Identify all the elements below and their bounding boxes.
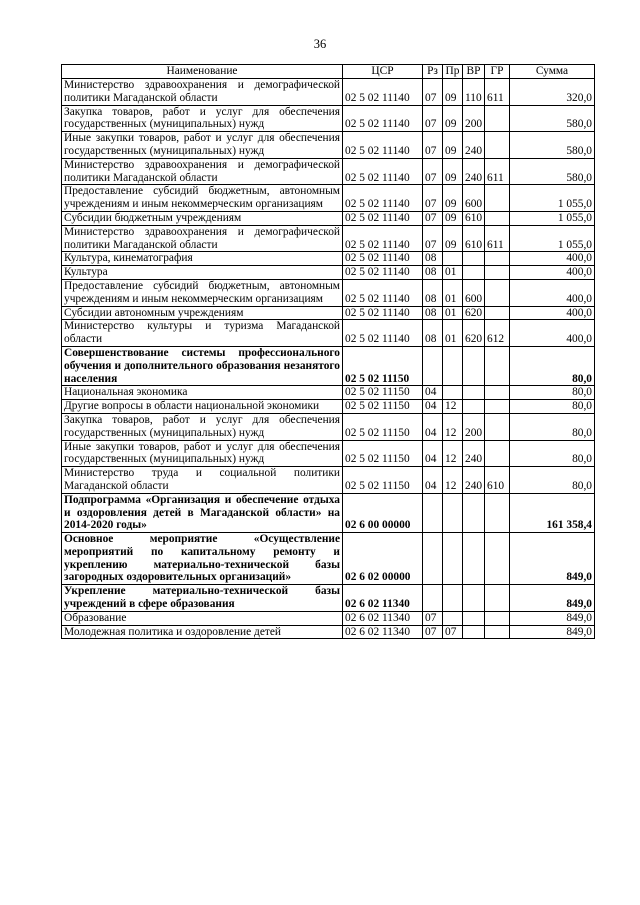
cell-sum: 849,0: [510, 625, 595, 639]
cell-rz: 07: [423, 211, 443, 225]
column-header-code: ЦСР: [343, 65, 423, 79]
cell-code: 02 6 00 00000: [343, 493, 423, 532]
cell-code: 02 6 02 00000: [343, 533, 423, 585]
cell-name: Культура, кинематография: [62, 252, 343, 266]
budget-table: [61, 64, 595, 639]
table-row: [62, 132, 595, 159]
table-row: [62, 211, 595, 225]
cell-gr: [485, 413, 510, 440]
table-header-row: [62, 65, 595, 79]
cell-sum: 400,0: [510, 266, 595, 280]
table-row: [62, 306, 595, 320]
cell-sum: 80,0: [510, 386, 595, 400]
cell-code: 02 5 02 11140: [343, 279, 423, 306]
cell-name: Культура: [62, 266, 343, 280]
cell-gr: 611: [485, 79, 510, 106]
cell-name: Субсидии бюджетным учреждениям: [62, 211, 343, 225]
cell-rz: 08: [423, 279, 443, 306]
cell-rz: 04: [423, 400, 443, 414]
table-row: [62, 279, 595, 306]
cell-pr: 09: [443, 105, 463, 132]
cell-rz: [423, 493, 443, 532]
cell-rz: 08: [423, 306, 443, 320]
cell-sum: 80,0: [510, 413, 595, 440]
cell-code: 02 5 02 11150: [343, 346, 423, 385]
cell-gr: [485, 440, 510, 467]
cell-gr: [485, 306, 510, 320]
cell-vr: [463, 625, 485, 639]
cell-code: 02 5 02 11140: [343, 306, 423, 320]
cell-rz: 04: [423, 467, 443, 494]
cell-vr: [463, 611, 485, 625]
cell-sum: 849,0: [510, 611, 595, 625]
cell-vr: [463, 252, 485, 266]
cell-name: Национальная экономика: [62, 386, 343, 400]
page-number: 36: [313, 37, 327, 51]
cell-gr: 610: [485, 467, 510, 494]
cell-sum: 580,0: [510, 158, 595, 185]
cell-gr: [485, 611, 510, 625]
cell-name: Образование: [62, 611, 343, 625]
column-header-pr: Пр: [443, 65, 463, 79]
column-header-name: Наименование: [62, 65, 343, 79]
cell-rz: 07: [423, 105, 443, 132]
cell-gr: [485, 132, 510, 159]
cell-rz: 04: [423, 440, 443, 467]
cell-rz: [423, 585, 443, 612]
cell-pr: 09: [443, 79, 463, 106]
cell-rz: [423, 533, 443, 585]
cell-pr: 12: [443, 413, 463, 440]
cell-vr: [463, 346, 485, 385]
table-row: [62, 533, 595, 585]
cell-rz: 07: [423, 158, 443, 185]
cell-vr: [463, 585, 485, 612]
cell-code: 02 6 02 11340: [343, 585, 423, 612]
cell-vr: 610: [463, 211, 485, 225]
cell-code: 02 5 02 11140: [343, 132, 423, 159]
cell-code: 02 5 02 11140: [343, 211, 423, 225]
cell-vr: 110: [463, 79, 485, 106]
column-header-sum: Сумма: [510, 65, 595, 79]
cell-vr: 240: [463, 440, 485, 467]
cell-pr: [443, 252, 463, 266]
cell-rz: [423, 346, 443, 385]
cell-name: Укрепление материально-технической базы учреждений в сфере образования: [62, 585, 343, 612]
cell-gr: [485, 625, 510, 639]
cell-code: 02 5 02 11140: [343, 185, 423, 212]
cell-vr: [463, 493, 485, 532]
table-row: [62, 185, 595, 212]
cell-sum: 580,0: [510, 105, 595, 132]
cell-code: 02 5 02 11140: [343, 225, 423, 252]
cell-sum: 1 055,0: [510, 211, 595, 225]
cell-name: Иные закупки товаров, работ и услуг для обеспечения государственных (муниципальных) нужд: [62, 132, 343, 159]
cell-sum: 1 055,0: [510, 225, 595, 252]
table-row: [62, 346, 595, 385]
cell-name: Другие вопросы в области национальной экономики: [62, 400, 343, 414]
cell-code: 02 5 02 11140: [343, 266, 423, 280]
cell-gr: 612: [485, 320, 510, 347]
cell-name: Основное мероприятие «Осуществление мероприятий по капитальному ремонту и укреплению материально-технической базы загородных оздоровительных организаций»: [62, 533, 343, 585]
table-row: [62, 625, 595, 639]
cell-vr: [463, 533, 485, 585]
cell-vr: 200: [463, 105, 485, 132]
cell-sum: 80,0: [510, 346, 595, 385]
cell-code: 02 5 02 11140: [343, 105, 423, 132]
table-row: [62, 611, 595, 625]
cell-name: Предоставление субсидий бюджетным, автономным учреждениям и иным некоммерческим организациям: [62, 185, 343, 212]
table-row: [62, 252, 595, 266]
cell-code: 02 6 02 11340: [343, 625, 423, 639]
cell-code: 02 5 02 11150: [343, 440, 423, 467]
cell-pr: 12: [443, 440, 463, 467]
cell-vr: 240: [463, 132, 485, 159]
cell-pr: 01: [443, 266, 463, 280]
cell-gr: [485, 211, 510, 225]
table-row: [62, 320, 595, 347]
cell-name: Министерство культуры и туризма Магаданской области: [62, 320, 343, 347]
cell-vr: 600: [463, 185, 485, 212]
cell-gr: [485, 185, 510, 212]
cell-code: 02 5 02 11150: [343, 400, 423, 414]
cell-gr: [485, 386, 510, 400]
table-row: [62, 400, 595, 414]
cell-sum: 849,0: [510, 585, 595, 612]
cell-vr: 200: [463, 413, 485, 440]
cell-sum: 161 358,4: [510, 493, 595, 532]
cell-pr: [443, 493, 463, 532]
cell-gr: [485, 266, 510, 280]
cell-pr: 07: [443, 625, 463, 639]
table-row: [62, 225, 595, 252]
cell-name: Министерство труда и социальной политики Магаданской области: [62, 467, 343, 494]
cell-rz: 08: [423, 266, 443, 280]
cell-rz: 08: [423, 320, 443, 347]
cell-pr: 09: [443, 158, 463, 185]
cell-pr: 01: [443, 279, 463, 306]
cell-pr: [443, 585, 463, 612]
cell-rz: 07: [423, 225, 443, 252]
cell-sum: 400,0: [510, 306, 595, 320]
cell-code: 02 5 02 11150: [343, 413, 423, 440]
cell-pr: 09: [443, 225, 463, 252]
cell-gr: [485, 533, 510, 585]
cell-pr: 09: [443, 185, 463, 212]
cell-code: 02 5 02 11140: [343, 79, 423, 106]
cell-pr: 09: [443, 132, 463, 159]
cell-rz: 07: [423, 625, 443, 639]
cell-rz: 08: [423, 252, 443, 266]
table-row: [62, 386, 595, 400]
column-header-rz: Рз: [423, 65, 443, 79]
cell-vr: 600: [463, 279, 485, 306]
cell-code: 02 5 02 11150: [343, 386, 423, 400]
cell-rz: 04: [423, 386, 443, 400]
column-header-gr: ГР: [485, 65, 510, 79]
cell-sum: 80,0: [510, 467, 595, 494]
cell-gr: 611: [485, 158, 510, 185]
cell-sum: 80,0: [510, 400, 595, 414]
cell-name: Субсидии автономным учреждениям: [62, 306, 343, 320]
table-row: [62, 467, 595, 494]
cell-pr: 12: [443, 400, 463, 414]
cell-rz: 07: [423, 79, 443, 106]
cell-vr: [463, 400, 485, 414]
cell-code: 02 5 02 11150: [343, 467, 423, 494]
table-row: [62, 266, 595, 280]
cell-sum: 400,0: [510, 252, 595, 266]
cell-vr: [463, 386, 485, 400]
cell-code: 02 6 02 11340: [343, 611, 423, 625]
cell-sum: 80,0: [510, 440, 595, 467]
cell-gr: [485, 252, 510, 266]
cell-rz: 04: [423, 413, 443, 440]
cell-sum: 320,0: [510, 79, 595, 106]
table-row: [62, 79, 595, 106]
cell-name: Совершенствование системы профессионального обучения и дополнительного образования незанятого населения: [62, 346, 343, 385]
cell-vr: 620: [463, 306, 485, 320]
cell-gr: [485, 346, 510, 385]
cell-name: Министерство здравоохранения и демографической политики Магаданской области: [62, 225, 343, 252]
cell-gr: [485, 493, 510, 532]
cell-gr: [485, 279, 510, 306]
cell-pr: [443, 533, 463, 585]
cell-name: Предоставление субсидий бюджетным, автономным учреждениям и иным некоммерческим организациям: [62, 279, 343, 306]
cell-name: Подпрограмма «Организация и обеспечение отдыха и оздоровления детей в Магаданской области» на 2014-2020 годы»: [62, 493, 343, 532]
cell-name: Закупка товаров, работ и услуг для обеспечения государственных (муниципальных) нужд: [62, 413, 343, 440]
cell-gr: [485, 585, 510, 612]
cell-name: Молодежная политика и оздоровление детей: [62, 625, 343, 639]
cell-vr: 620: [463, 320, 485, 347]
cell-pr: [443, 346, 463, 385]
cell-code: 02 5 02 11140: [343, 158, 423, 185]
cell-gr: 611: [485, 225, 510, 252]
cell-vr: [463, 266, 485, 280]
cell-sum: 849,0: [510, 533, 595, 585]
cell-vr: 240: [463, 158, 485, 185]
cell-rz: 07: [423, 611, 443, 625]
cell-gr: [485, 105, 510, 132]
cell-pr: [443, 611, 463, 625]
cell-pr: 01: [443, 306, 463, 320]
cell-code: 02 5 02 11140: [343, 320, 423, 347]
cell-sum: 400,0: [510, 279, 595, 306]
cell-pr: 09: [443, 211, 463, 225]
table-row: [62, 585, 595, 612]
cell-pr: 12: [443, 467, 463, 494]
cell-code: 02 5 02 11140: [343, 252, 423, 266]
cell-name: Закупка товаров, работ и услуг для обеспечения государственных (муниципальных) нужд: [62, 105, 343, 132]
cell-sum: 580,0: [510, 132, 595, 159]
cell-rz: 07: [423, 185, 443, 212]
table-row: [62, 413, 595, 440]
cell-vr: 610: [463, 225, 485, 252]
table-row: [62, 158, 595, 185]
cell-name: Министерство здравоохранения и демографической политики Магаданской области: [62, 158, 343, 185]
column-header-vr: ВР: [463, 65, 485, 79]
cell-rz: 07: [423, 132, 443, 159]
cell-pr: 01: [443, 320, 463, 347]
cell-pr: [443, 386, 463, 400]
cell-gr: [485, 400, 510, 414]
cell-sum: 1 055,0: [510, 185, 595, 212]
table-row: [62, 440, 595, 467]
cell-vr: 240: [463, 467, 485, 494]
cell-name: Иные закупки товаров, работ и услуг для обеспечения государственных (муниципальных) нужд: [62, 440, 343, 467]
cell-name: Министерство здравоохранения и демографической политики Магаданской области: [62, 79, 343, 106]
table-row: [62, 493, 595, 532]
table-row: [62, 105, 595, 132]
cell-sum: 400,0: [510, 320, 595, 347]
